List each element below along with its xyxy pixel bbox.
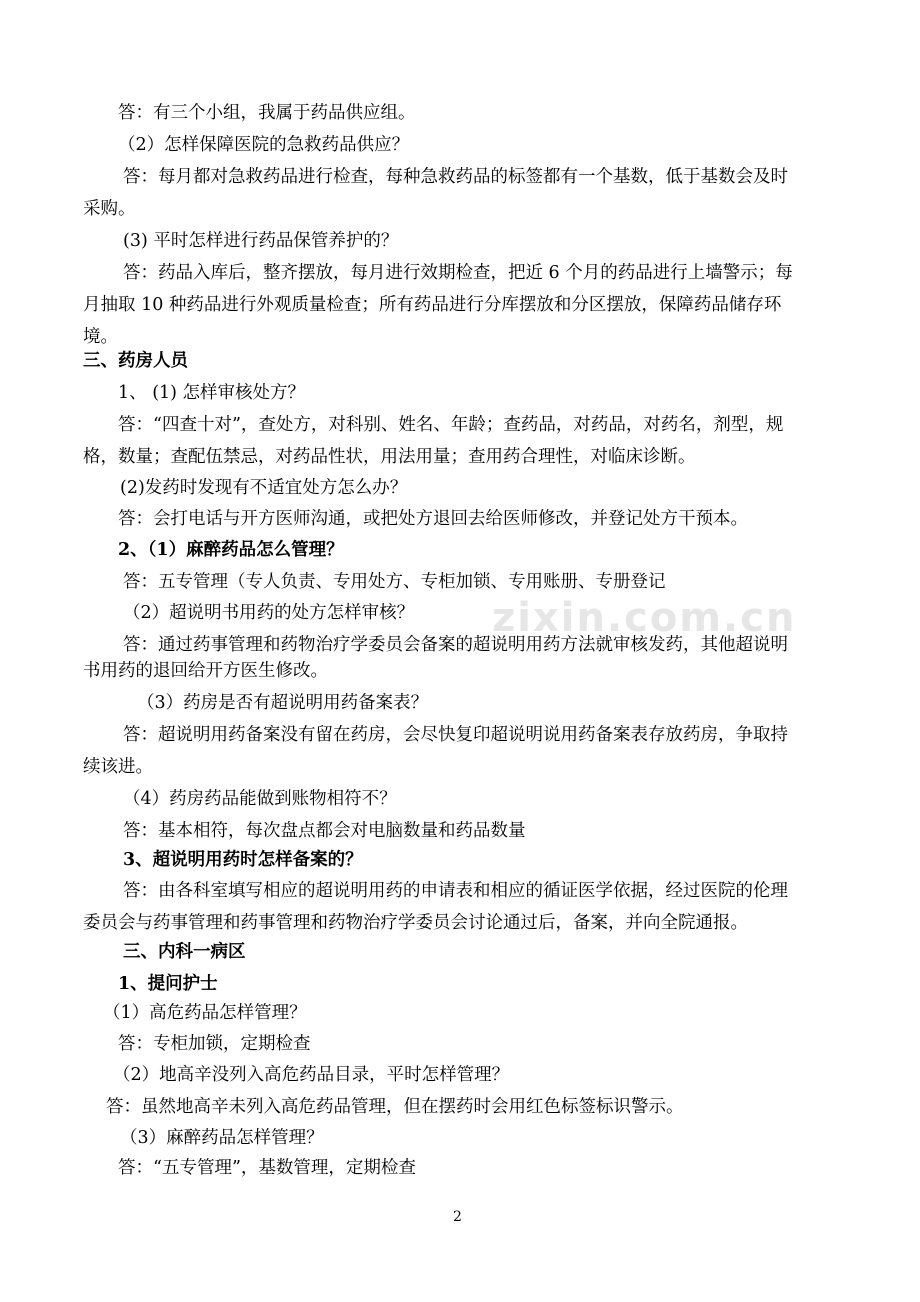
answer-line-continued: 委员会与药事管理和药事管理和药物治疗学委员会讨论通过后，备案，并向全院通报。 (83, 913, 748, 933)
subsection-question: 2、（1）麻醉药品怎么管理？ (118, 540, 344, 560)
question-line: (3) 平时怎样进行药品保管养护的？ (123, 231, 399, 251)
answer-line: 答：基本相符，每次盘点都会对电脑数量和药品数量 (123, 821, 526, 841)
subsection-question: 3、超说明用药时怎样备案的？ (123, 850, 363, 870)
question-line: （4）药房药品能做到账物相符不？ (123, 789, 397, 809)
answer-line: 答：超说明用药备案没有留在药房，会尽快复印超说明说用药备案表存放药房，争取持 (123, 725, 788, 745)
question-line: （3）麻醉药品怎样管理？ (120, 1128, 324, 1148)
answer-line: 答：有三个小组，我属于药品供应组。 (118, 103, 416, 123)
answer-line: 答：虽然地高辛未列入高危药品管理，但在摆药时会用红色标签标识警示。 (106, 1097, 684, 1117)
question-line: （2）地高辛没列入高危药品目录，平时怎样管理？ (113, 1065, 510, 1085)
question-line: 1、 (1) 怎样审核处方？ (118, 383, 306, 403)
answer-line: 答：通过药事管理和药物治疗学委员会备案的超说明用药方法就审核发药，其他超说明 (123, 635, 788, 655)
question-line: （3）药房是否有超说明用药备案表？ (137, 693, 429, 713)
answer-line: 答：会打电话与开方医师沟通，或把处方退回去给医师修改，并登记处方干预本。 (118, 509, 748, 529)
answer-line-continued: 书用药的退回给开方医生修改。 (83, 661, 328, 681)
watermark: zixin.com.cn (492, 595, 797, 641)
page-number: 2 (453, 1209, 462, 1225)
answer-line: 答：“四查十对”，查处方，对科别、姓名、年龄；查药品，对药品，对药名，剂型，规 (118, 415, 784, 435)
answer-line-continued: 月抽取 10 种药品进行外观质量检查；所有药品进行分库摆放和分区摆放，保障药品储存环 (83, 295, 782, 315)
answer-line: 答：五专管理（专人负责、专用处方、专柜加锁、专用账册、专册登记 (123, 572, 666, 592)
answer-line: 答：专柜加锁，定期检查 (118, 1034, 311, 1054)
question-line: （2）怎样保障医院的急救药品供应？ (118, 135, 410, 155)
section-heading: 三、药房人员 (83, 351, 188, 371)
answer-line-continued: 格，数量；查配伍禁忌，对药品性状，用法用量；查用药合理性，对临床诊断。 (83, 447, 696, 467)
question-line: （2）超说明书用药的处方怎样审核？ (123, 603, 415, 623)
answer-line: 答：每月都对急救药品进行检查，每种急救药品的标签都有一个基数，低于基数会及时 (123, 167, 788, 187)
section-heading: 三、内科一病区 (123, 942, 246, 962)
answer-line-continued: 续该进。 (83, 757, 153, 777)
answer-line-continued: 境。 (83, 327, 118, 347)
answer-line: 答：药品入库后，整齐摆放，每月进行效期检查，把近 6 个月的药品进行上墙警示；每 (123, 263, 793, 283)
answer-line: 答：由各科室填写相应的超说明用药的申请表和相应的循证医学依据，经过医院的伦理 (123, 881, 788, 901)
subsection-heading: 1、提问护士 (118, 974, 218, 994)
question-line: (2)发药时发现有不适宜处方怎么办？ (120, 478, 408, 498)
answer-line: 答：“五专管理”，基数管理，定期检查 (118, 1158, 416, 1178)
question-line: （1）高危药品怎样管理？ (103, 1003, 307, 1023)
answer-line-continued: 采购。 (83, 199, 136, 219)
